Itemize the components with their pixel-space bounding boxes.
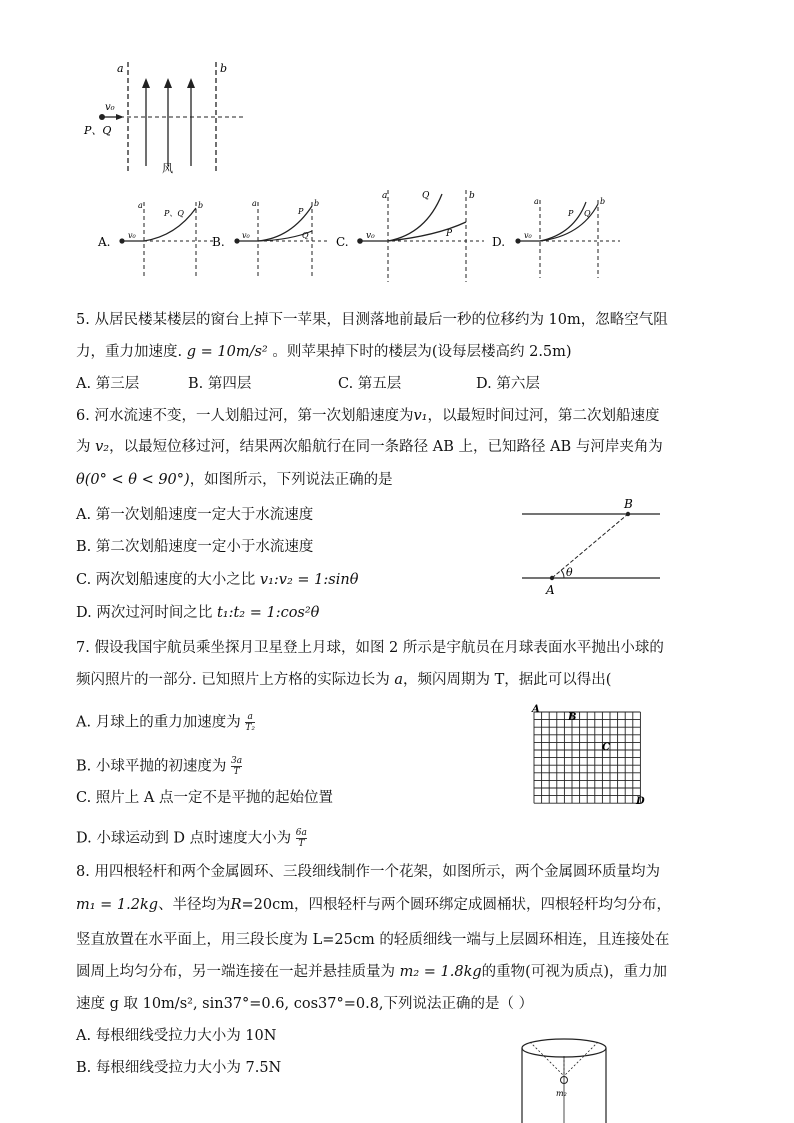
option-b-graph	[212, 199, 328, 276]
q8-m1: m₁ = 1.2kg	[76, 897, 159, 913]
q7-line1: 7. 假设我国宇航员乘坐探月卫星登上月球，如图 2 所示是宇航员在月球表面水平抛出小球的	[76, 640, 664, 656]
opt-d-q: Q	[584, 209, 591, 218]
opt-b-letter: B.	[212, 235, 225, 249]
options-figure	[96, 186, 626, 284]
q8-R: R	[230, 897, 242, 913]
option-a-graph	[97, 201, 214, 276]
opt-d-letter: D.	[492, 235, 506, 249]
opt-c-b: b	[469, 191, 475, 201]
q7-option-b	[76, 756, 242, 777]
q7-frac-d-den: T	[298, 839, 305, 849]
q8-line4a: 圆周上均匀分布，另一端连接在一起并悬挂质量为	[76, 964, 395, 980]
opt-d-v0: v₀	[524, 231, 532, 240]
wind-label: 风	[162, 162, 173, 175]
opt-d-p: P	[568, 209, 574, 218]
river-label-theta: θ	[566, 566, 573, 579]
q7-option-d-text: D. 小球运动到 D 点时速度大小为	[76, 830, 292, 847]
q8-line2c: =20cm，四根轻杆与两个圆环绑定成圆桶状，四根轻杆均匀分布，	[241, 897, 671, 913]
q7-option-a	[76, 712, 255, 733]
opt-b-a: a	[252, 199, 257, 208]
q7-option-b-text: B. 小球平抛的初速度为	[76, 758, 227, 775]
q5-line2	[76, 342, 572, 362]
q7-line2b: ，频闪周期为 T，据此可以得出(	[402, 672, 612, 688]
river-label-a: A	[546, 583, 555, 597]
opt-c-letter: C.	[336, 235, 349, 249]
option-c-graph	[336, 190, 484, 282]
q6-line3	[76, 470, 393, 490]
q8-line2	[76, 895, 671, 915]
opt-b-p: P	[298, 207, 304, 216]
q6-line3b: ，如图所示，下列说法正确的是	[189, 472, 393, 488]
q6-option-c-text: C. 两次划船速度的大小之比	[76, 572, 256, 588]
q8-option-a: A. 每根细线受拉力大小为 10N	[76, 1028, 277, 1044]
q8-line1: 8. 用四根轻杆和两个金属圆环、三段细线制作一个花架，如图所示，两个金属圆环质量均为	[76, 864, 660, 880]
wind-label-b: b	[220, 62, 228, 75]
grid-label-b: B	[568, 712, 577, 723]
q6-ratio-d: t₁:t₂ = 1:cos²θ	[216, 605, 320, 621]
q6-option-d-text: D. 两次过河时间之比	[76, 605, 213, 621]
q6-line1a: 6. 河水流速不变，一人划船过河，第一次划船速度为	[76, 408, 414, 424]
q6-line1b: ，以最短时间过河，第二次划船速度	[427, 408, 660, 424]
opt-a-a: a	[138, 201, 143, 210]
flower-label-m2: m₂	[556, 1089, 567, 1098]
wind-label-a: a	[117, 62, 124, 75]
q5-line1: 5. 从居民楼某楼层的窗台上掉下一苹果，目测落地前最后一秒的位移约为 10m，忽略空气阻	[76, 312, 668, 328]
opt-a-v0: v₀	[128, 231, 136, 240]
grid-label-a: A	[532, 704, 540, 715]
q8-line4b: 的重物(可视为质点)，重力加	[481, 964, 667, 980]
q5-option-c: C. 第五层	[338, 376, 402, 392]
q6-option-c	[76, 570, 358, 590]
opt-a-b: b	[198, 201, 204, 210]
q7-frac-d	[296, 828, 307, 849]
q6-option-b: B. 第二次划船速度一定小于水流速度	[76, 539, 314, 555]
wind-label-v0: v₀	[105, 102, 115, 113]
opt-c-q: Q	[422, 191, 430, 201]
q7-frac-b-num: 3a	[230, 756, 243, 766]
q5-option-a: A. 第三层	[76, 376, 140, 392]
q5-line2b: 。则苹果掉下时的楼层为(设每层楼高约 2.5m)	[272, 344, 572, 360]
q7-frac-b	[231, 756, 242, 777]
opt-b-b: b	[314, 199, 320, 208]
q6-line1	[76, 406, 659, 426]
q6-v2: v₂	[95, 439, 110, 455]
q7-option-d	[76, 828, 307, 849]
q6-ratio-c: v₁:v₂ = 1:sinθ	[259, 572, 359, 588]
q7-frac-a	[245, 712, 255, 733]
opt-d-a: a	[534, 197, 539, 206]
q8-option-b: B. 每根细线受拉力大小为 7.5N	[76, 1060, 282, 1076]
q7-frac-a-num: a	[245, 712, 255, 723]
flower-stand-figure	[518, 1036, 610, 1123]
opt-b-q: Q	[302, 231, 309, 240]
grid-figure	[528, 700, 658, 812]
opt-b-v0: v₀	[242, 231, 250, 240]
q7-option-a-text: A. 月球上的重力加速度为	[76, 714, 241, 731]
river-figure	[520, 496, 670, 596]
q6-option-a: A. 第一次划船速度一定大于水流速度	[76, 507, 314, 523]
q6-v1: v₁	[413, 408, 428, 424]
q6-angle: θ(0° < θ < 90°)	[76, 472, 190, 488]
q8-line3: 竖直放置在水平面上，用三段长度为 L=25cm 的轻质细线一端与上层圆环相连，且连接处在	[76, 932, 670, 948]
opt-c-a: a	[382, 191, 388, 201]
q7-line2-text: 频闪照片的一部分. 已知照片上方格的实际边长为	[76, 672, 390, 688]
q6-line2a: 为	[76, 439, 91, 455]
opt-d-b: b	[600, 197, 606, 206]
q6-line2b: ，以最短位移过河，结果两次船航行在同一条路径 AB 上，已知路径 AB 与河岸夹角为	[109, 439, 663, 455]
q8-line4	[76, 962, 667, 982]
option-d-graph	[492, 197, 620, 278]
q7-option-c: C. 照片上 A 点一定不是平抛的起始位置	[76, 790, 333, 806]
q7-frac-a-den: T₂	[245, 723, 255, 733]
q6-line2	[76, 437, 663, 457]
q8-line2b: 、半径均为	[158, 897, 231, 913]
q5-option-b: B. 第四层	[188, 376, 252, 392]
q5-g-formula: g = 10m/s²	[186, 344, 268, 360]
q5-option-d: D. 第六层	[476, 376, 540, 392]
q6-option-d	[76, 603, 319, 623]
q7-line2	[76, 670, 611, 690]
q7-frac-d-num: 6a	[295, 828, 307, 838]
q8-line5: 速度 g 取 10m/s², sin37°=0.6, cos37°=0.8,下列说法正确的是（ ）	[76, 996, 534, 1012]
q7-frac-b-den: T	[233, 767, 240, 777]
wind-label-pq: P、Q	[84, 124, 112, 137]
grid-label-d: D	[636, 796, 645, 807]
grid-label-c: C	[602, 742, 610, 753]
q7-a: a	[394, 672, 403, 688]
opt-a-curve: P、Q	[164, 209, 184, 218]
wind-figure	[78, 58, 258, 178]
q8-m2: m₂ = 1.8kg	[399, 964, 482, 980]
river-label-b: B	[624, 497, 633, 511]
opt-c-p: P	[446, 229, 453, 239]
opt-a-letter: A.	[98, 235, 111, 249]
opt-c-v0: v₀	[366, 231, 375, 241]
q5-line2a: 力，重力加速度.	[76, 344, 183, 360]
